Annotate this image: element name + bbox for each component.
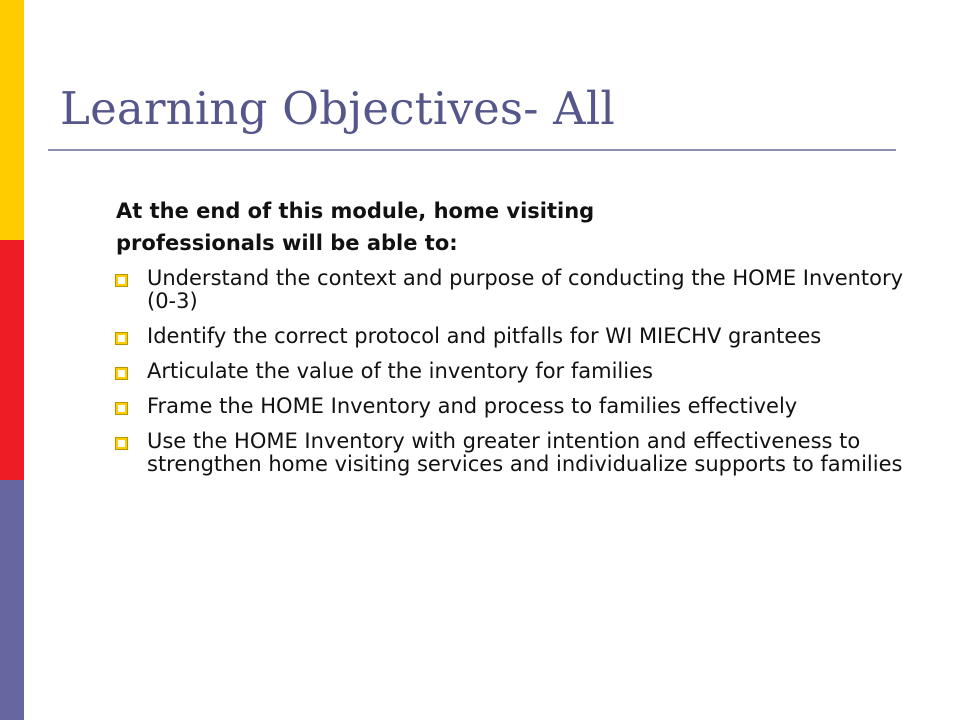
square-bullet-icon xyxy=(116,333,127,344)
objectives-list xyxy=(116,267,906,488)
objective-item xyxy=(116,267,906,313)
objective-item xyxy=(116,360,906,383)
objective-item xyxy=(116,325,906,348)
objective-text: Articulate the value of the inventory for families xyxy=(147,359,653,383)
intro-text xyxy=(116,195,896,259)
intro-line-2: professionals will be able to: xyxy=(116,231,458,255)
title-divider xyxy=(48,149,896,151)
square-bullet-icon xyxy=(116,368,127,379)
intro-line-1: At the end of this module, home visiting xyxy=(116,199,595,223)
objective-item xyxy=(116,430,906,476)
objective-text: Frame the HOME Inventory and process to families effectively xyxy=(147,394,798,418)
square-bullet-icon xyxy=(116,438,127,449)
objective-item xyxy=(116,395,906,418)
accent-stripe-purple xyxy=(0,480,24,720)
accent-stripe-yellow xyxy=(0,0,24,240)
accent-stripe-red xyxy=(0,240,24,480)
square-bullet-icon xyxy=(116,275,127,286)
objective-text: Identify the correct protocol and pitfalls for WI MIECHV grantees xyxy=(147,324,822,348)
slide-title: Learning Objectives- All xyxy=(60,82,616,135)
square-bullet-icon xyxy=(116,403,127,414)
objective-text: Understand the context and purpose of conducting the HOME Inventory (0-3) xyxy=(147,266,904,313)
objective-text: Use the HOME Inventory with greater intention and effectiveness to strengthen home visiting services and individualize supports to families xyxy=(147,429,903,476)
